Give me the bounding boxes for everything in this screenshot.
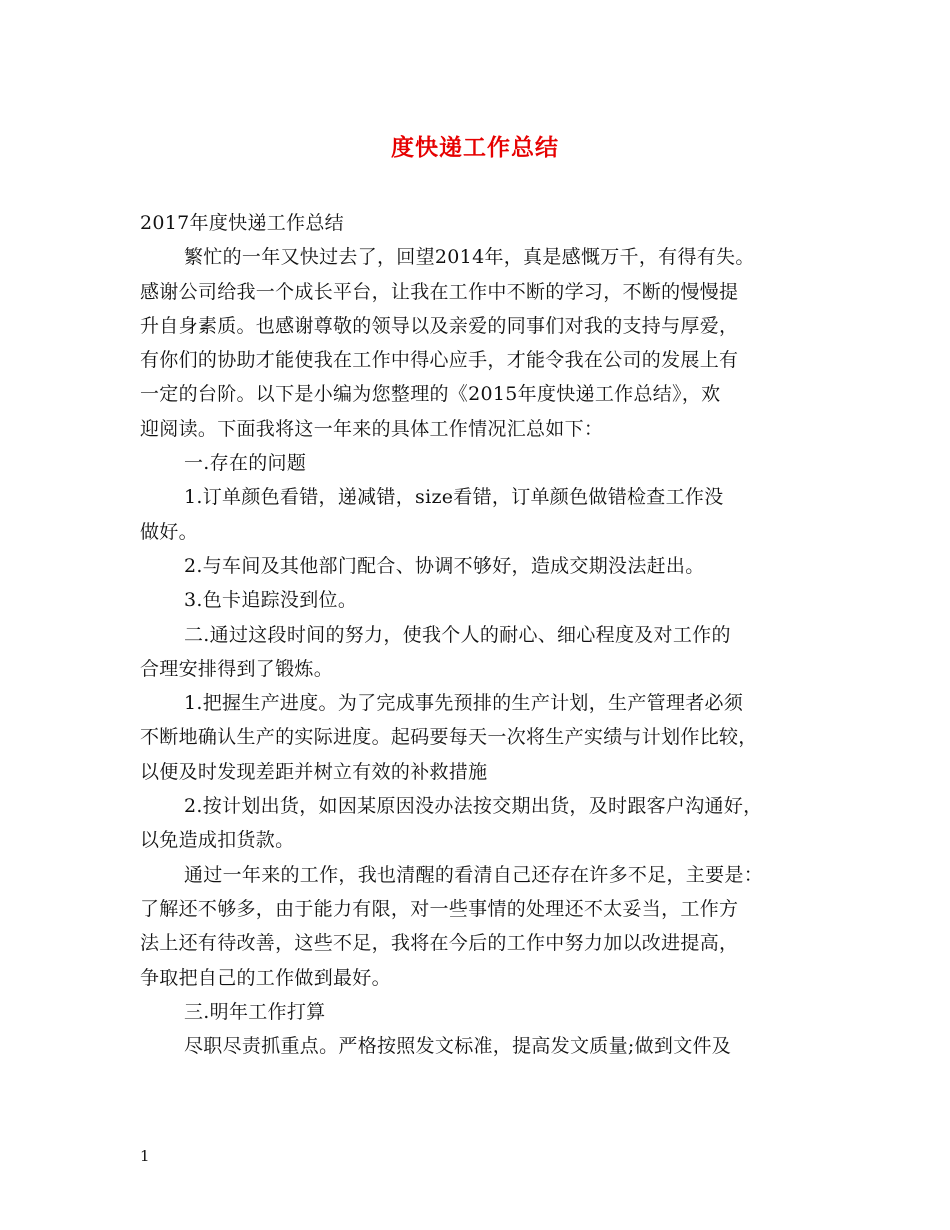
- page-number: 1: [140, 1147, 150, 1165]
- document-body: [140, 206, 830, 1063]
- body-line: 一定的台阶。以下是小编为您整理的《2015年度快递工作总结》，欢: [140, 383, 721, 406]
- body-line: 合理安排得到了锻炼。: [140, 657, 334, 680]
- body-line: 争取把自己的工作做到最好。: [140, 966, 391, 989]
- body-line: 做好。: [140, 520, 198, 543]
- body-line: 不断地确认生产的实际进度。起码要每天一次将生产实绩与计划作比较，: [140, 726, 758, 749]
- body-line: 1.把握生产进度。为了完成事先预排的生产计划，生产管理者必须: [184, 692, 744, 715]
- body-line: 尽职尽责抓重点。严格按照发文标准，提高发文质量;做到文件及: [184, 1035, 732, 1058]
- body-line: 法上还有待改善，这些不足，我将在今后的工作中努力加以改进提高，: [140, 932, 739, 955]
- body-line: 2017年度快递工作总结: [140, 212, 344, 234]
- body-line: 2.与车间及其他部门配合、协调不够好，造成交期没法赶出。: [184, 554, 705, 577]
- body-line: 升自身素质。也感谢尊敬的领导以及亲爱的同事们对我的支持与厚爱，: [140, 314, 739, 337]
- body-line: 感谢公司给我一个成长平台，让我在工作中不断的学习，不断的慢慢提: [140, 280, 739, 303]
- body-line: 三.明年工作打算: [184, 1000, 326, 1023]
- body-line: 2.按计划出货，如因某原因没办法按交期出货，及时跟客户沟通好，: [184, 795, 763, 818]
- body-line: 迎阅读。下面我将这一年来的具体工作情况汇总如下：: [140, 417, 604, 440]
- body-line: 以免造成扣货款。: [140, 829, 295, 852]
- body-line: 3.色卡追踪没到位。: [184, 589, 358, 612]
- body-line: 通过一年来的工作，我也清醒的看清自己还存在许多不足，主要是：: [184, 863, 764, 886]
- body-line: 了解还不够多，由于能力有限，对一些事情的处理还不太妥当，工作方: [140, 897, 739, 920]
- body-line: 一.存在的问题: [184, 452, 307, 475]
- body-line: 以便及时发现差距并树立有效的补救措施: [140, 760, 488, 783]
- body-line: 1.订单颜色看错，递减错，size看错，订单颜色做错检查工作没: [184, 486, 724, 509]
- body-line: 有你们的协助才能使我在工作中得心应手，才能令我在公司的发展上有: [140, 349, 739, 372]
- body-line: 二.通过这段时间的努力，使我个人的耐心、细心程度及对工作的: [184, 623, 731, 646]
- document-title: 度快递工作总结: [391, 134, 559, 161]
- body-line: 繁忙的一年又快过去了，回望2014年，真是感慨万千，有得有失。: [184, 246, 755, 269]
